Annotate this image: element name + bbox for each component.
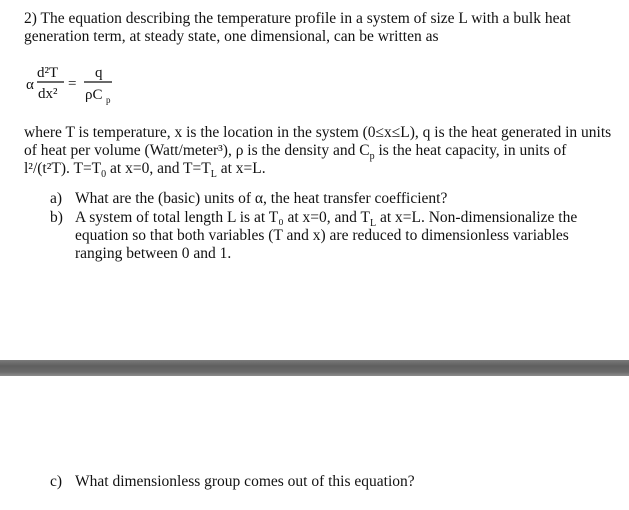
equation-denominator-right-sub: p [106, 95, 111, 105]
sub-question-b-marker: b) [50, 209, 63, 226]
heat-capacity-subscript: p [369, 151, 375, 163]
sub-question-a [50, 190, 610, 208]
equation-numerator-right: q [95, 65, 103, 81]
definitions-text-4: at x=L. [216, 160, 266, 177]
heat-equation [24, 62, 144, 110]
sub-questions-list [50, 190, 610, 264]
equation-numerator-left: d²T [37, 65, 59, 81]
sub-question-b-text: A system of total length L is at T₀ at x=0, and T [75, 209, 370, 226]
definitions-text-1: where T is temperature, x is the location in the system (0≤x≤L), q is the heat generated in units of heat per volume (Watt/meter³), ρ is the density and C [24, 124, 612, 159]
page-bottom-section [0, 376, 629, 510]
sub-question-a-text: What are the (basic) units of α, the heat transfer coefficient? [75, 190, 448, 207]
equation-equals: = [68, 76, 77, 92]
page-divider [0, 360, 629, 376]
heat-equation-graphic [24, 62, 144, 110]
sub-question-c-text: What dimensionless group comes out of this equation? [75, 473, 415, 490]
definitions-text-2: is the heat capacity, in units of l²/(t²T). T=T [24, 142, 567, 177]
definitions-paragraph [24, 124, 614, 181]
sub-question-c-marker: c) [50, 473, 63, 490]
tl-subscript: L [210, 169, 217, 181]
sub-question-b-text-2: at x=L. Non-dimensionalize the equation so that both variables (T and x) are reduced to dimensionless variables ranging between 0 and 1. [75, 209, 578, 262]
t0-subscript: 0 [101, 169, 107, 181]
equation-denominator-right: ρC [85, 87, 103, 103]
sub-question-c [50, 473, 610, 491]
definitions-text-3: at x=0, and T=T [106, 160, 211, 177]
equation-denominator-left: dx² [38, 86, 58, 102]
sub-question-a-marker: a) [50, 190, 63, 207]
equation-coefficient: α [26, 77, 34, 93]
sub-question-b-subscript: L [369, 218, 377, 230]
question-intro: 2) The equation describing the temperature profile in a system of size L with a bulk heat generation term, at steady state, one dimensional, can be written as [24, 10, 571, 45]
sub-question-b [50, 209, 610, 263]
